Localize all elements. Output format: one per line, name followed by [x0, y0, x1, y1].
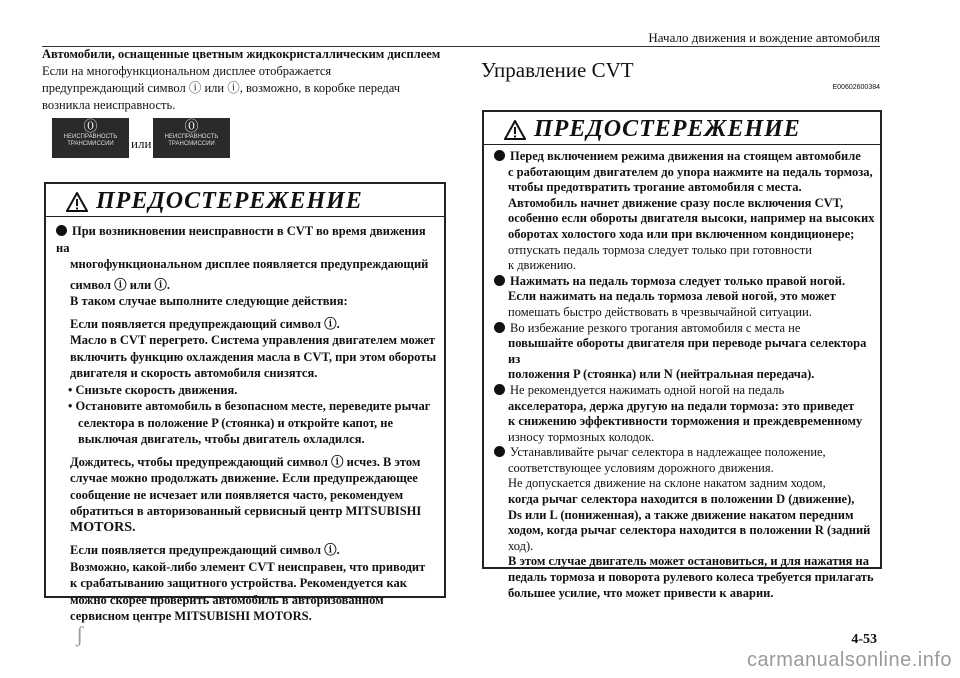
text-line: Перед включением режима движения на стоящем автомобиле — [510, 149, 861, 163]
text-line: двигателя и скорость автомобиля снизятся. — [70, 366, 318, 380]
text-line: Если появляется предупреждающий символ ⓘ. — [70, 316, 340, 331]
text-line: положения P (стоянка) или N (нейтральная передача). — [508, 367, 815, 382]
text-line: оборотах холостого хода или при включенном кондиционере; — [508, 226, 855, 241]
text-line: случае можно продолжать движение. Если предупреждающее — [70, 471, 418, 485]
text-line: педаль тормоза и поворота рулевого колеса требуется прилагать — [508, 570, 874, 585]
text-line: MOTORS. — [70, 519, 136, 535]
text-line: износу тормозных колодок. — [508, 429, 655, 444]
text-line: • Снизьте скорость движения. — [68, 382, 238, 397]
text-line: • Остановите автомобиль в безопасном месте, переведите рычаг — [68, 399, 431, 413]
text-line: Автомобиль начнет движение сразу после включения CVT, — [508, 195, 844, 210]
text-line: ход). — [508, 538, 534, 553]
text-line: можно скорее проверить автомобиль в авторизованном — [70, 592, 384, 607]
text-line: Возможно, какой-либо элемент CVT неисправен, что приводит — [70, 559, 426, 574]
bullet-icon — [494, 322, 505, 333]
text-line: Дождитесь, чтобы предупреждающий символ ⓘ исчез. В этом — [70, 454, 421, 469]
text-line: выключая двигатель, чтобы двигатель охладился. — [78, 432, 365, 446]
intro-line: Если на многофункциональном дисплее отображается — [42, 64, 332, 78]
text-line: ходом, когда рычаг селектора находится в положении R (задний — [508, 523, 871, 538]
text-line: селектора в положение P (стоянка) и откройте капот, не — [78, 415, 394, 430]
text-line: обратиться в авторизованный сервисный центр MITSUBISHI — [70, 504, 422, 518]
page-number: 4-53 — [851, 632, 877, 647]
text-line: отпускать педаль тормоза следует только при готовности — [508, 242, 812, 257]
or-word: или — [131, 136, 152, 151]
intro-heading: Автомобили, оснащенные цветным жидкокристаллическим дисплеем — [42, 47, 441, 61]
text-line: включить функцию охлаждения масла в CVT, при этом обороты — [70, 349, 437, 364]
text-line: когда рычаг селектора находится в положении D (движение), — [508, 492, 855, 507]
text-line: Ds или L (пониженная), а также движение накатом передним — [508, 507, 854, 522]
text-line: большее усилие, что может привести к аварии. — [508, 585, 774, 600]
warning-heading — [484, 112, 880, 145]
text-line: Если появляется предупреждающий символ ⓘ. — [70, 543, 340, 557]
text-line: к движению. — [508, 258, 577, 273]
watermark: carmanualsonline.info — [746, 649, 952, 671]
warning-title: ПРЕДОСТЕРЕЖЕНИЕ — [96, 188, 363, 214]
text-line: к снижению эффективности торможения и преждевременному — [508, 414, 863, 429]
warning-symbol-icon: ⓪ — [83, 118, 98, 134]
left-warning-body — [46, 217, 444, 625]
text-line: Не рекомендуется нажимать одной ногой на педаль — [510, 382, 785, 397]
right-warning-box — [482, 110, 882, 600]
text-line: Не допускается движение на склоне накатом задним ходом, — [508, 476, 826, 491]
bullet-icon — [494, 150, 505, 161]
text-line: При возникновении неисправности в CVT во время движения на — [56, 224, 426, 255]
text-line: чтобы предотвратить трогание автомобиля с места. — [508, 180, 802, 195]
section-code: E00602600384 — [832, 84, 880, 91]
text-line: сообщение не исчезает или появляется часто, рекомендуем — [70, 487, 404, 502]
intro-line: предупреждающий символ ⓘ или ⓘ, возможно, в коробке передач — [42, 81, 401, 95]
display-text: НЕИСПРАВНОСТЬ ТРАНСМИССИИ — [63, 134, 118, 147]
bullet-icon — [494, 384, 505, 395]
text-line: соответствующее условиям дорожного движения. — [508, 460, 774, 475]
text-line: многофункциональном дисплее появляется предупреждающий — [70, 257, 429, 271]
text-line: акселератора, держа другую на педали тормоза: это приведет — [508, 398, 855, 413]
bullet-icon — [56, 225, 67, 236]
text-line: Во избежание резкого трогания автомобиля с места не — [510, 320, 801, 335]
text-line: особенно если обороты двигателя высоки, например на высоких — [508, 211, 875, 226]
bullet-icon — [494, 275, 505, 286]
text-line: Если нажимать на педаль тормоза левой ногой, это может — [508, 289, 836, 304]
decorative-mark: ʃ — [76, 622, 84, 647]
text-line: сервисном центре MITSUBISHI MOTORS. — [70, 609, 312, 623]
left-warning-box — [44, 182, 446, 623]
display-icon-fault — [153, 118, 230, 158]
text-line: В таком случае выполните следующие действия: — [70, 294, 348, 308]
display-text: НЕИСПРАВНОСТЬ ТРАНСМИССИИ — [164, 134, 219, 147]
left-intro — [42, 46, 442, 114]
warning-heading — [46, 184, 444, 217]
text-line: Нажимать на педаль тормоза следует только правой ногой. — [510, 273, 846, 288]
right-warning-body — [484, 145, 880, 601]
text-line: к срабатыванию защитного устройства. Рекомендуется как — [70, 576, 407, 590]
warning-symbol-icon: ⓪ — [184, 118, 199, 134]
warning-triangle-icon — [504, 120, 526, 140]
text-line: В этом случае двигатель может остановиться, и для нажатия на — [508, 554, 870, 569]
text-line: с работающим двигателем до упора нажмите на педаль тормоза, — [508, 164, 873, 179]
warning-title: ПРЕДОСТЕРЕЖЕНИЕ — [534, 116, 801, 142]
text-line: повышайте обороты двигателя при переводе рычага селектора из — [508, 336, 867, 366]
text-line: Устанавливайте рычаг селектора в надлежащее положение, — [510, 445, 826, 460]
bullet-icon — [494, 446, 505, 457]
intro-line: возникла неисправность. — [42, 98, 176, 112]
display-icon-overheat — [52, 118, 129, 158]
section-title: Управление CVT — [481, 58, 634, 82]
warning-triangle-icon — [66, 192, 88, 212]
running-header: Начало движения и вождение автомобиля — [648, 30, 880, 45]
text-line: помешать быстро действовать в чрезвычайной ситуации. — [508, 304, 812, 319]
text-line: символ ⓘ или ⓘ. — [70, 277, 170, 292]
text-line: Масло в CVT перегрето. Система управления двигателем может — [70, 333, 436, 347]
